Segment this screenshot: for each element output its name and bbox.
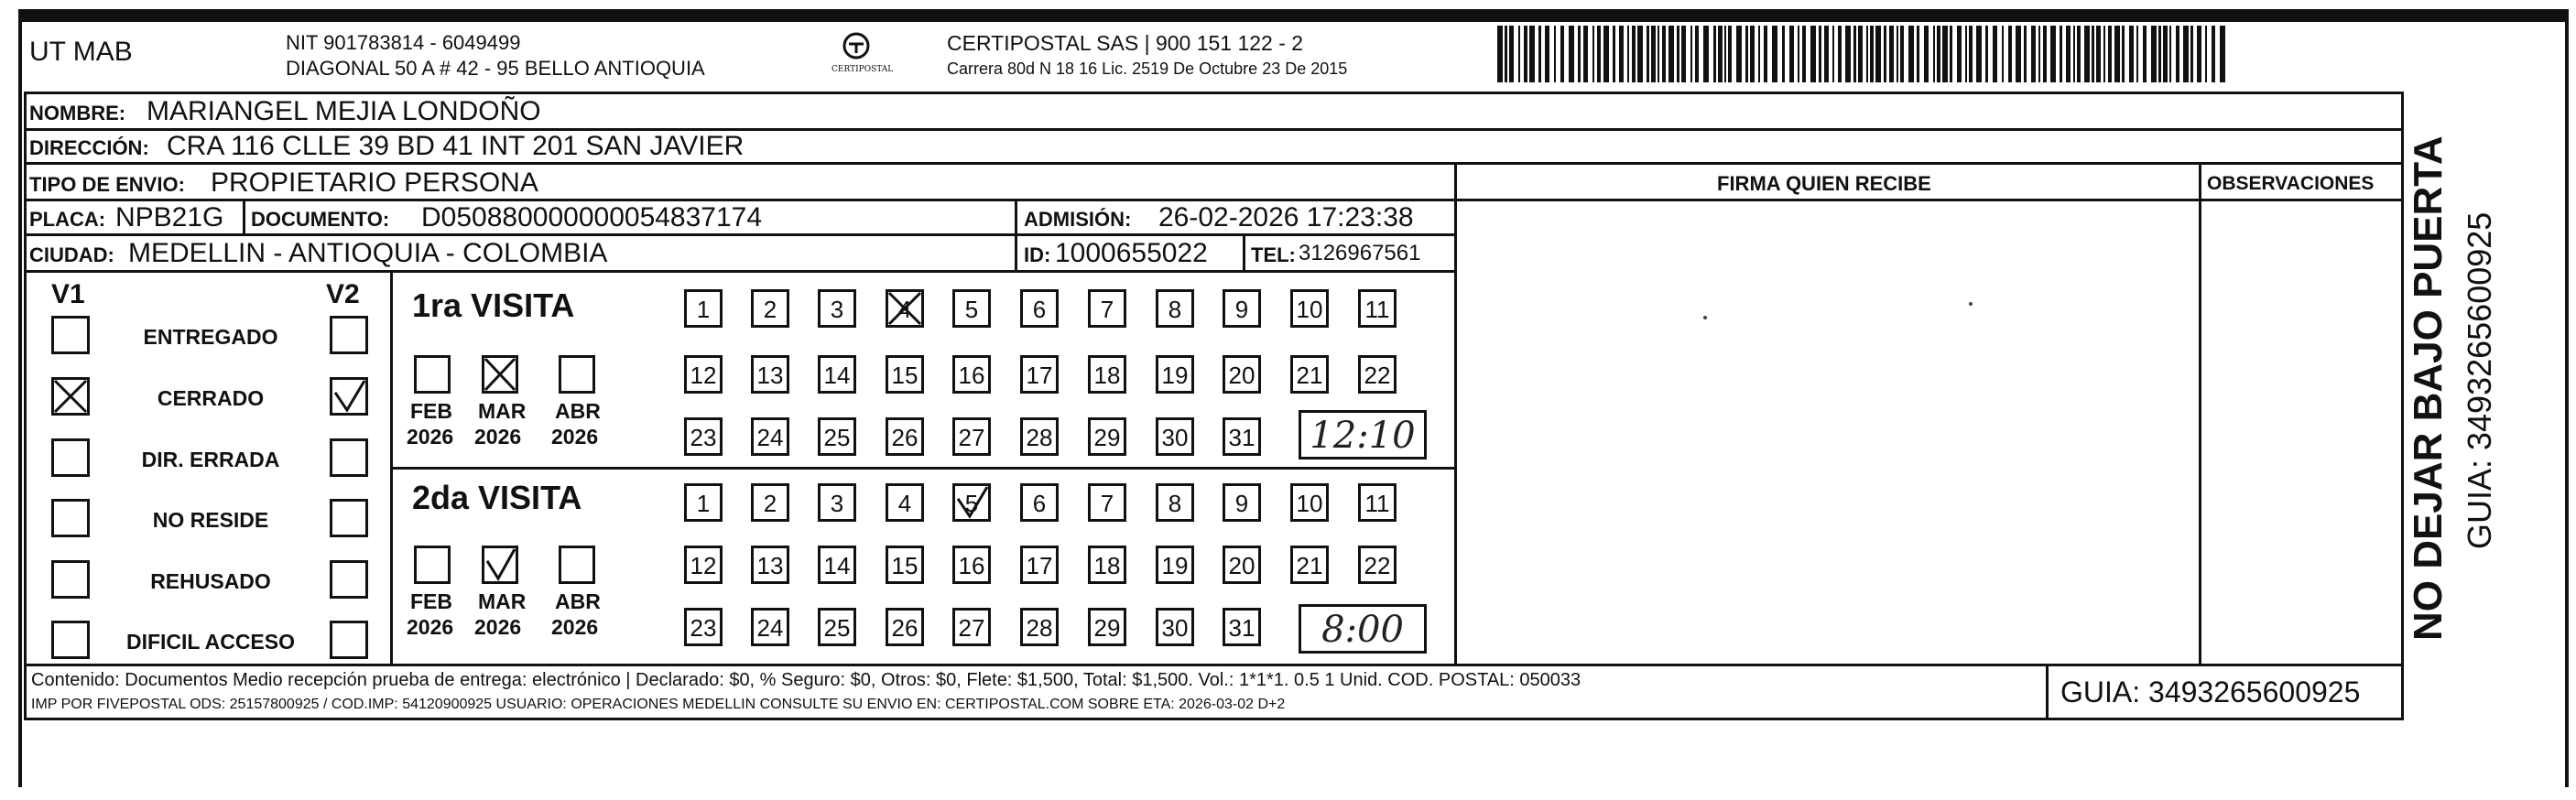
year-label: 2026 bbox=[474, 425, 522, 449]
divider bbox=[390, 467, 1454, 470]
v2-checkbox[interactable] bbox=[330, 316, 368, 354]
v2-checkbox[interactable] bbox=[330, 499, 368, 537]
day-box[interactable]: 7 bbox=[1088, 289, 1126, 328]
v1-checkbox[interactable] bbox=[51, 560, 90, 599]
day-box[interactable]: 22 bbox=[1358, 355, 1397, 394]
day-box[interactable]: 11 bbox=[1358, 483, 1397, 522]
barcode-bar bbox=[2031, 26, 2036, 82]
firma-header: FIRMA QUIEN RECIBE bbox=[1717, 172, 1931, 195]
side-guia: GUIA: 3493265600925 bbox=[2461, 211, 2498, 549]
barcode-bar bbox=[1758, 26, 1760, 82]
placa-label: PLACA: bbox=[29, 208, 106, 231]
company-name: UT MAB bbox=[29, 37, 133, 67]
barcode-bar bbox=[1798, 26, 1799, 82]
barcode-bar bbox=[1658, 26, 1659, 82]
barcode-bar bbox=[1681, 26, 1686, 82]
day-box[interactable]: 28 bbox=[1020, 608, 1059, 646]
v2-checkbox[interactable] bbox=[330, 560, 368, 599]
barcode-bar bbox=[1866, 26, 1868, 82]
barcode-bar bbox=[1976, 26, 1982, 82]
documento-value: D050880000000054837174 bbox=[421, 202, 763, 232]
barcode-bar bbox=[1950, 26, 1952, 82]
barcode-bar bbox=[1937, 26, 1940, 82]
barcode-bar bbox=[2183, 26, 2189, 82]
day-box[interactable]: 19 bbox=[1156, 355, 1194, 394]
day-box[interactable]: 5 bbox=[952, 289, 991, 328]
day-box[interactable]: 4 bbox=[886, 483, 924, 522]
divider bbox=[24, 162, 2404, 165]
barcode-bar bbox=[1592, 26, 1594, 82]
carrier-name: CERTIPOSTAL SAS | 900 151 122 - 2 bbox=[947, 31, 1304, 55]
day-box[interactable]: 24 bbox=[751, 417, 789, 456]
year-label: 2026 bbox=[407, 425, 454, 449]
day-box[interactable]: 14 bbox=[818, 546, 856, 584]
v2-checkbox[interactable] bbox=[330, 621, 368, 659]
day-box[interactable]: 13 bbox=[751, 546, 789, 584]
barcode-bar bbox=[1965, 26, 1967, 82]
visit2-title: 2da VISITA bbox=[412, 479, 582, 516]
barcode-bar bbox=[2129, 26, 2134, 82]
day-box[interactable]: 15 bbox=[886, 546, 924, 584]
day-box[interactable]: 30 bbox=[1156, 608, 1194, 646]
day-box[interactable]: 31 bbox=[1223, 417, 1261, 456]
day-box[interactable]: 20 bbox=[1223, 546, 1261, 584]
status-label: NO RESIDE bbox=[152, 508, 269, 532]
barcode-bar bbox=[1578, 26, 1581, 82]
barcode-bar bbox=[2197, 26, 2201, 82]
month-label: FEB bbox=[410, 399, 452, 423]
barcode-bar bbox=[1627, 26, 1629, 82]
divider bbox=[1454, 199, 2404, 201]
barcode-bar bbox=[1651, 26, 1656, 82]
barcode-bar bbox=[1497, 26, 1503, 82]
visit2-month-check-mark bbox=[482, 546, 518, 584]
barcode-bar bbox=[1538, 26, 1541, 82]
tel-label: TEL: bbox=[1251, 243, 1296, 266]
barcode-bar bbox=[1933, 26, 1935, 82]
day-box[interactable]: 10 bbox=[1290, 289, 1329, 328]
carrier-address: Carrera 80d N 18 16 Lic. 2519 De Octubre 23 De 2015 bbox=[947, 59, 1348, 78]
barcode-bar bbox=[2002, 26, 2004, 82]
barcode-bar bbox=[1560, 26, 1564, 82]
day-box[interactable]: 6 bbox=[1020, 289, 1059, 328]
day-box[interactable]: 17 bbox=[1020, 355, 1059, 394]
month-checkbox[interactable] bbox=[414, 355, 451, 394]
v2-header: V2 bbox=[326, 279, 360, 309]
barcode-bar bbox=[1509, 26, 1514, 82]
logo-text: CERTIPOSTAL bbox=[831, 65, 894, 74]
month-checkbox[interactable] bbox=[414, 546, 451, 584]
month-label: FEB bbox=[410, 589, 452, 613]
day-box[interactable]: 13 bbox=[751, 355, 789, 394]
barcode-bar bbox=[1728, 26, 1732, 82]
day-box[interactable]: 9 bbox=[1223, 289, 1261, 328]
dot-mark bbox=[1703, 316, 1707, 319]
v1-checkbox[interactable] bbox=[51, 621, 90, 659]
day-box[interactable]: 25 bbox=[818, 417, 856, 456]
barcode-bar bbox=[1619, 26, 1624, 82]
day-box[interactable]: 26 bbox=[886, 608, 924, 646]
day-box[interactable]: 11 bbox=[1358, 289, 1397, 328]
barcode-bar bbox=[1529, 26, 1535, 82]
barcode-bar bbox=[1802, 26, 1806, 82]
observaciones-header: OBSERVACIONES bbox=[2207, 173, 2375, 194]
v2-checkbox[interactable] bbox=[330, 438, 368, 477]
day-box[interactable]: 9 bbox=[1223, 483, 1261, 522]
ciudad-value: MEDELLIN - ANTIOQUIA - COLOMBIA bbox=[128, 238, 608, 268]
barcode-bar bbox=[2096, 26, 2101, 82]
barcode-bar bbox=[1597, 26, 1601, 82]
day-box[interactable]: 7 bbox=[1088, 483, 1126, 522]
barcode-bar bbox=[2205, 26, 2207, 82]
barcode-bar bbox=[1942, 26, 1948, 82]
barcode-bar bbox=[1875, 26, 1881, 82]
day-box[interactable]: 3 bbox=[818, 289, 856, 328]
day-box[interactable]: 24 bbox=[751, 608, 789, 646]
placa-value: NPB21G bbox=[115, 202, 224, 232]
visit1-day-x-mark bbox=[886, 289, 924, 328]
barcode-bar bbox=[2143, 26, 2147, 82]
day-box[interactable]: 16 bbox=[952, 546, 991, 584]
day-box[interactable]: 29 bbox=[1088, 608, 1126, 646]
day-box[interactable]: 6 bbox=[1020, 483, 1059, 522]
visit2-day-check-mark bbox=[952, 483, 991, 522]
barcode-bar bbox=[1569, 26, 1574, 82]
barcode-bar bbox=[2038, 26, 2040, 82]
barcode-bar bbox=[1637, 26, 1643, 82]
day-box[interactable]: 28 bbox=[1020, 417, 1059, 456]
month-checkbox[interactable] bbox=[559, 355, 595, 394]
divider bbox=[243, 199, 245, 233]
day-box[interactable]: 19 bbox=[1156, 546, 1194, 584]
footer-guia: GUIA: 3493265600925 bbox=[2060, 676, 2361, 708]
barcode-bar bbox=[2073, 26, 2075, 82]
barcode-bar bbox=[2212, 26, 2215, 82]
day-box[interactable]: 18 bbox=[1088, 355, 1126, 394]
status-label: REHUSADO bbox=[150, 569, 271, 593]
barcode-bar bbox=[1668, 26, 1674, 82]
barcode-bar bbox=[2220, 26, 2225, 82]
day-box[interactable]: 25 bbox=[818, 608, 856, 646]
day-box[interactable]: 2 bbox=[751, 483, 789, 522]
divider bbox=[24, 199, 1457, 201]
barcode-bar bbox=[1662, 26, 1666, 82]
visit2-time: 8:00 bbox=[1299, 604, 1427, 654]
month-label: MAR bbox=[478, 399, 527, 423]
barcode-bar bbox=[1703, 26, 1709, 82]
day-box[interactable]: 10 bbox=[1290, 483, 1329, 522]
company-address: DIAGONAL 50 A # 42 - 95 BELLO ANTIOQUIA bbox=[286, 57, 705, 80]
barcode-bar bbox=[1858, 26, 1863, 82]
barcode-bar bbox=[2151, 26, 2157, 82]
tipo-envio-value: PROPIETARIO PERSONA bbox=[211, 168, 538, 198]
day-box[interactable]: 15 bbox=[886, 355, 924, 394]
id-value: 1000655022 bbox=[1055, 238, 1208, 268]
barcode-bar bbox=[2176, 26, 2179, 82]
barcode-bar bbox=[2077, 26, 2081, 82]
barcode-bar bbox=[1985, 26, 1988, 82]
barcode-bar bbox=[1969, 26, 1973, 82]
barcode-bar bbox=[1554, 26, 1556, 82]
footer-imp: IMP POR FIVEPOSTAL ODS: 25157800925 / COD.IMP: 54120900925 USUARIO: OPERACIONES MEDELLIN CONSULTE SU ENVIO EN: CERTIPOSTAL.COM SOBRE ETA: 2026-03-02 D+2 bbox=[31, 697, 1286, 712]
barcode-bar bbox=[1632, 26, 1636, 82]
barcode-bar bbox=[1924, 26, 1929, 82]
day-box[interactable]: 1 bbox=[684, 483, 723, 522]
barcode-bar bbox=[1690, 26, 1692, 82]
day-box[interactable]: 30 bbox=[1156, 417, 1194, 456]
v1-cerrado-x-mark bbox=[51, 377, 90, 416]
day-box[interactable]: 14 bbox=[818, 355, 856, 394]
day-box[interactable]: 27 bbox=[952, 417, 991, 456]
barcode-bar bbox=[1724, 26, 1726, 82]
month-label: ABR bbox=[555, 399, 601, 423]
day-box[interactable]: 8 bbox=[1156, 289, 1194, 328]
barcode-bar bbox=[1819, 26, 1821, 82]
admision-value: 26-02-2026 17:23:38 bbox=[1158, 202, 1414, 232]
tel-value: 3126967561 bbox=[1299, 241, 1421, 265]
day-box[interactable]: 2 bbox=[751, 289, 789, 328]
divider bbox=[1454, 162, 1457, 666]
direccion-label: DIRECCIÓN: bbox=[29, 136, 149, 159]
barcode-bar bbox=[2050, 26, 2056, 82]
barcode-bar bbox=[1736, 26, 1742, 82]
barcode-bar bbox=[2190, 26, 2193, 82]
barcode-bar bbox=[1518, 26, 1520, 82]
v1-checkbox[interactable] bbox=[51, 438, 90, 477]
year-label: 2026 bbox=[474, 615, 522, 639]
barcode-bar bbox=[1718, 26, 1723, 82]
barcode-bar bbox=[1853, 26, 1856, 82]
barcode-bar bbox=[1772, 26, 1777, 82]
v1-checkbox[interactable] bbox=[51, 499, 90, 537]
status-label: DIR. ERRADA bbox=[141, 448, 280, 471]
tipo-envio-label: TIPO DE ENVIO: bbox=[29, 173, 185, 196]
dot-mark bbox=[1969, 302, 1973, 306]
day-box[interactable]: 4 bbox=[886, 289, 924, 328]
barcode-bar bbox=[1832, 26, 1834, 82]
barcode-bar bbox=[1957, 26, 1962, 82]
barcode-bar bbox=[1745, 26, 1748, 82]
barcode-bar bbox=[1908, 26, 1914, 82]
barcode-bar bbox=[1713, 26, 1716, 82]
barcode-bar bbox=[2158, 26, 2161, 82]
barcode-bar bbox=[2084, 26, 2090, 82]
status-label: ENTREGADO bbox=[143, 325, 278, 349]
year-label: 2026 bbox=[551, 615, 599, 639]
day-box[interactable]: 12 bbox=[684, 546, 723, 584]
divider bbox=[24, 270, 1457, 273]
day-box[interactable]: 22 bbox=[1358, 546, 1397, 584]
barcode-bar bbox=[2066, 26, 2071, 82]
barcode-bar bbox=[1647, 26, 1649, 82]
barcode-bar bbox=[2122, 26, 2125, 82]
year-label: 2026 bbox=[551, 425, 599, 449]
barcode-bar bbox=[2016, 26, 2021, 82]
barcode-bar bbox=[1789, 26, 1794, 82]
admision-label: ADMISIÓN: bbox=[1024, 208, 1132, 231]
month-label: MAR bbox=[478, 589, 527, 613]
barcode-bar bbox=[1838, 26, 1842, 82]
barcode-bar bbox=[1695, 26, 1699, 82]
barcode-bar bbox=[1524, 26, 1527, 82]
barcode-bar bbox=[2114, 26, 2120, 82]
day-box[interactable]: 31 bbox=[1223, 608, 1261, 646]
v1-checkbox[interactable] bbox=[51, 316, 90, 354]
visit1-month-x-mark bbox=[482, 355, 518, 394]
barcode-bar bbox=[1545, 26, 1549, 82]
ciudad-label: CIUDAD: bbox=[29, 243, 114, 266]
barcode-bar bbox=[2092, 26, 2094, 82]
day-box[interactable]: 20 bbox=[1223, 355, 1261, 394]
day-box[interactable]: 5 bbox=[952, 483, 991, 522]
barcode-bar bbox=[2169, 26, 2171, 82]
barcode-icon bbox=[1497, 26, 2230, 82]
nombre-label: NOMBRE: bbox=[29, 102, 126, 124]
barcode-bar bbox=[1782, 26, 1785, 82]
day-box[interactable]: 18 bbox=[1088, 546, 1126, 584]
barcode-bar bbox=[1870, 26, 1874, 82]
status-label: CERRADO bbox=[157, 386, 265, 410]
barcode-bar bbox=[1505, 26, 1507, 82]
no-dejar-bajo-puerta: NO DEJAR BAJO PUERTA bbox=[2406, 135, 2451, 641]
year-label: 2026 bbox=[407, 615, 454, 639]
day-box[interactable]: 8 bbox=[1156, 483, 1194, 522]
day-box[interactable]: 1 bbox=[684, 289, 723, 328]
barcode-bar bbox=[1845, 26, 1851, 82]
divider bbox=[2199, 162, 2201, 666]
barcode-bar bbox=[2163, 26, 2168, 82]
id-label: ID: bbox=[1024, 243, 1051, 266]
barcode-bar bbox=[2024, 26, 2027, 82]
barcode-bar bbox=[1764, 26, 1767, 82]
visit1-time: 12:10 bbox=[1299, 410, 1427, 459]
day-box[interactable]: 23 bbox=[684, 608, 723, 646]
day-box[interactable]: 16 bbox=[952, 355, 991, 394]
day-box[interactable]: 21 bbox=[1290, 355, 1329, 394]
barcode-bar bbox=[2008, 26, 2012, 82]
day-box[interactable]: 12 bbox=[684, 355, 723, 394]
barcode-bar bbox=[1889, 26, 1894, 82]
barcode-bar bbox=[2136, 26, 2138, 82]
barcode-bar bbox=[1583, 26, 1588, 82]
v2-cerrado-check-mark bbox=[330, 377, 368, 416]
barcode-bar bbox=[1603, 26, 1609, 82]
barcode-bar bbox=[1810, 26, 1816, 82]
nombre-value: MARIANGEL MEJIA LONDOÑO bbox=[147, 96, 541, 126]
barcode-bar bbox=[1613, 26, 1615, 82]
visit1-title: 1ra VISITA bbox=[412, 286, 575, 324]
company-nit: NIT 901783814 - 6049499 bbox=[286, 31, 521, 54]
month-checkbox[interactable] bbox=[559, 546, 595, 584]
divider bbox=[2046, 664, 2049, 720]
footer-content: Contenido: Documentos Medio recepción prueba de entrega: electrónico | Declarado: $0, % Seguro: $0, Otros: $0, Flete: $1,500, Total: $1,500. Vol.: 1*1*1. 0.5 1 Unid. COD. POSTAL: 050033 bbox=[31, 670, 1581, 690]
day-box[interactable]: 3 bbox=[818, 483, 856, 522]
barcode-bar bbox=[2043, 26, 2047, 82]
day-box[interactable]: 29 bbox=[1088, 417, 1126, 456]
day-box[interactable]: 23 bbox=[684, 417, 723, 456]
day-box[interactable]: 26 bbox=[886, 417, 924, 456]
barcode-bar bbox=[2060, 26, 2062, 82]
barcode-bar bbox=[1900, 26, 1904, 82]
barcode-bar bbox=[1993, 26, 1997, 82]
barcode-bar bbox=[1884, 26, 1886, 82]
barcode-bar bbox=[2108, 26, 2112, 82]
month-label: ABR bbox=[555, 589, 601, 613]
barcode-bar bbox=[1824, 26, 1829, 82]
barcode-bar bbox=[1897, 26, 1898, 82]
direccion-value: CRA 116 CLLE 39 BD 41 INT 201 SAN JAVIER bbox=[167, 131, 745, 161]
day-box[interactable]: 27 bbox=[952, 608, 991, 646]
day-box[interactable]: 21 bbox=[1290, 546, 1329, 584]
v1-header: V1 bbox=[51, 279, 85, 309]
status-label: DIFICIL ACCESO bbox=[125, 630, 295, 654]
barcode-bar bbox=[2103, 26, 2105, 82]
divider bbox=[1243, 233, 1245, 270]
divider bbox=[1015, 199, 1017, 270]
barcode-bar bbox=[1750, 26, 1755, 82]
documento-label: DOCUMENTO: bbox=[251, 208, 390, 231]
barcode-bar bbox=[1677, 26, 1679, 82]
barcode-bar bbox=[1917, 26, 1919, 82]
day-box[interactable]: 17 bbox=[1020, 546, 1059, 584]
